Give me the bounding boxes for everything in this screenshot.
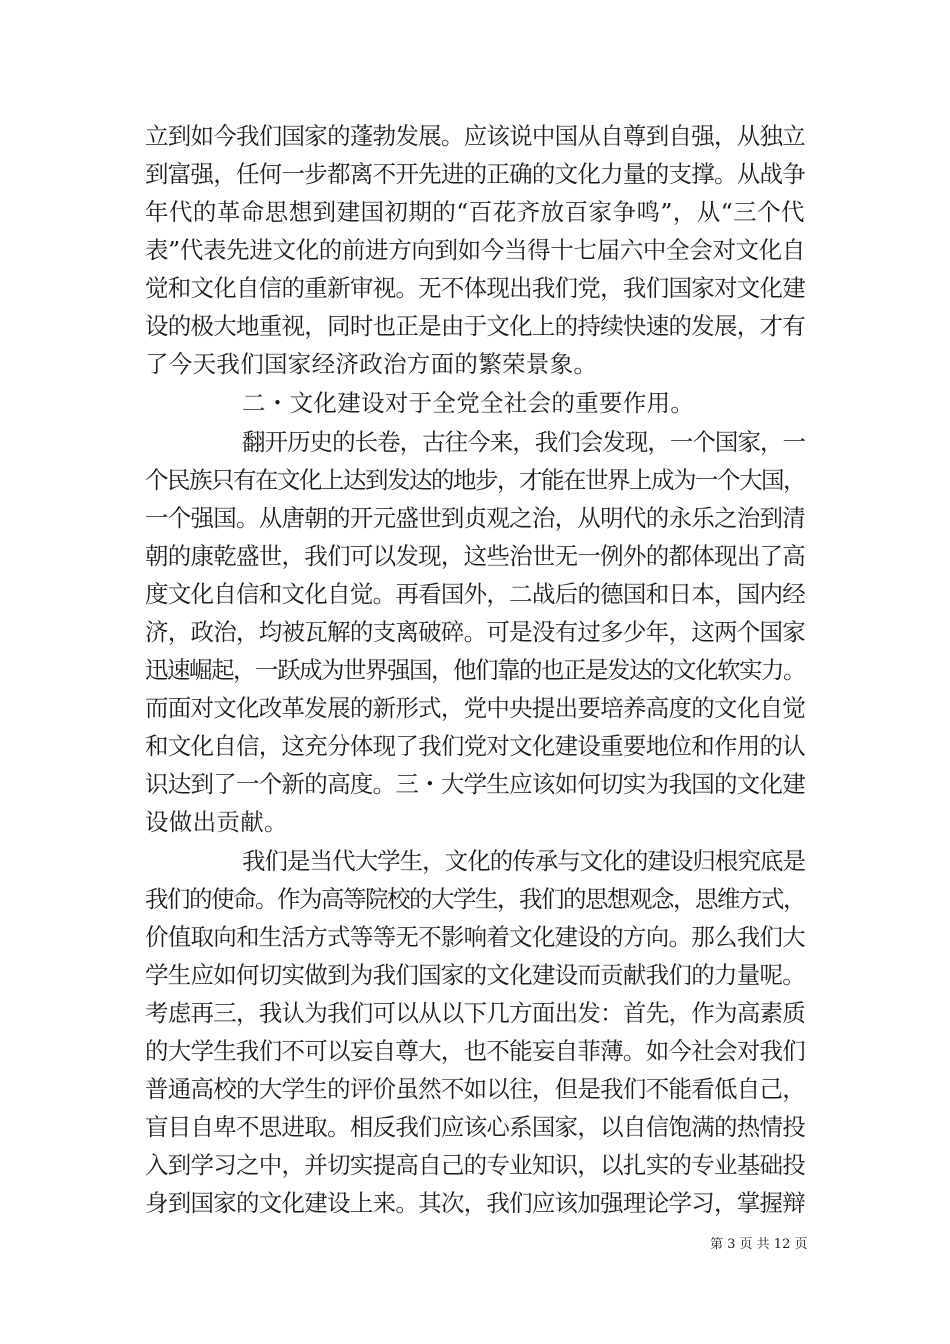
text-line: 的大学生我们不可以妄自尊大，也不能妄自菲薄。如今社会对我们 xyxy=(145,1037,805,1065)
text-line: 年代的革命思想到建国初期的“百花齐放百家争鸣”，从“三个代 xyxy=(145,198,805,226)
text-line: 个民族只有在文化上达到发达的地步，才能在世界上成为一个大国， xyxy=(145,466,805,494)
paragraph-first-line: 我们是当代大学生，文化的传承与文化的建设归根究底是 xyxy=(242,847,805,875)
text-line: 身到国家的文化建设上来。其次，我们应该加强理论学习，掌握辩 xyxy=(145,1189,805,1217)
text-line: 和文化自信，这充分体现了我们党对文化建设重要地位和作用的认 xyxy=(145,732,805,760)
text-line: 设的极大地重视，同时也正是由于文化上的持续快速的发展，才有 xyxy=(145,312,805,340)
text-line: 识达到了一个新的高度。三・大学生应该如何切实为我国的文化建 xyxy=(145,770,805,798)
text-line: 表”代表先进文化的前进方向到如今当得十七届六中全会对文化自 xyxy=(145,236,805,264)
text-line: 立到如今我们国家的蓬勃发展。应该说中国从自尊到自强，从独立 xyxy=(145,122,805,150)
section-heading: 二・文化建设对于全党全社会的重要作用。 xyxy=(242,389,695,417)
text-line: 济，政治，均被瓦解的支离破碎。可是没有过多少年，这两个国家 xyxy=(145,618,805,646)
text-line: 迅速崛起，一跃成为世界强国，他们靠的也正是发达的文化软实力。 xyxy=(145,656,805,684)
text-line: 我们的使命。作为高等院校的大学生，我们的思想观念，思维方式， xyxy=(145,885,805,913)
paragraph-first-line: 翻开历史的长卷，古往今来，我们会发现，一个国家，一 xyxy=(242,428,805,456)
text-line: 度文化自信和文化自觉。再看国外，二战后的德国和日本，国内经 xyxy=(145,580,805,608)
text-line: 价值取向和生活方式等等无不影响着文化建设的方向。那么我们大 xyxy=(145,923,805,951)
text-line: 入到学习之中，并切实提高自己的专业知识，以扎实的专业基础投 xyxy=(145,1151,805,1179)
page-number-footer: 第 3 页 共 12 页 xyxy=(710,1237,808,1252)
text-line: 而面对文化改革发展的新形式，党中央提出要培养高度的文化自觉 xyxy=(145,694,805,722)
text-line: 觉和文化自信的重新审视。无不体现出我们党，我们国家对文化建 xyxy=(145,274,805,302)
text-line: 朝的康乾盛世，我们可以发现，这些治世无一例外的都体现出了高 xyxy=(145,542,805,570)
text-line: 考虑再三，我认为我们可以从以下几方面出发：首先，作为高素质 xyxy=(145,999,805,1027)
text-line: 盲目自卑不思进取。相反我们应该心系国家，以自信饱满的热情投 xyxy=(145,1113,805,1141)
text-line: 设做出贡献。 xyxy=(145,808,288,836)
text-line: 到富强，任何一步都离不开先进的正确的文化力量的支撑。从战争 xyxy=(145,160,805,188)
text-line: 了今天我们国家经济政治方面的繁荣景象。 xyxy=(145,350,598,378)
text-line: 学生应如何切实做到为我们国家的文化建设而贡献我们的力量呢。 xyxy=(145,961,805,989)
text-line: 一个强国。从唐朝的开元盛世到贞观之治，从明代的永乐之治到清 xyxy=(145,504,805,532)
text-line: 普通高校的大学生的评价虽然不如以往，但是我们不能看低自己， xyxy=(145,1075,805,1103)
